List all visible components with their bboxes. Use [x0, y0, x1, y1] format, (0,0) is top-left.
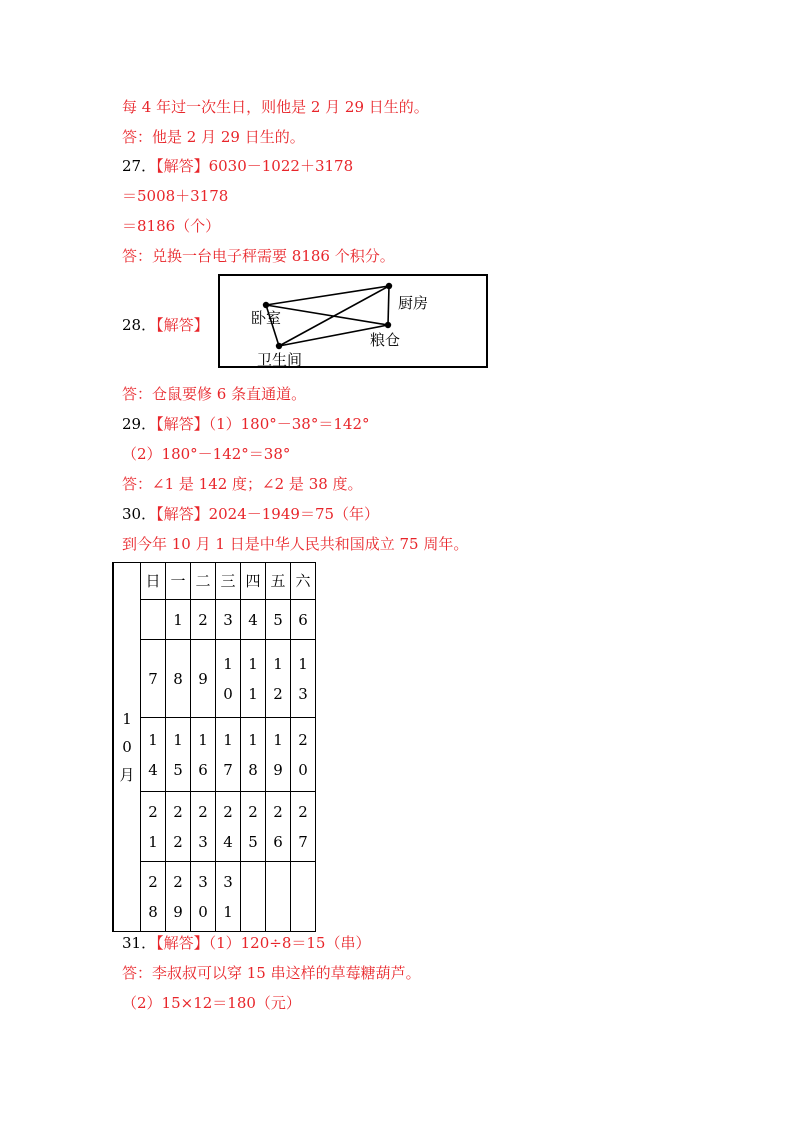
text-line: 答：∠1 是 142 度；∠2 是 38 度。 — [122, 475, 363, 493]
calendar-day-digit: 3 — [198, 832, 208, 851]
weekday-header: 六 — [291, 563, 316, 600]
calendar-day-digit: 1 — [248, 730, 258, 749]
calendar-day-digit: 2 — [173, 872, 183, 891]
calendar-day-cell — [191, 600, 216, 640]
calendar-day-digit: 5 — [273, 610, 283, 629]
question-number: 31． — [122, 934, 157, 952]
calendar-day-digit: 6 — [273, 832, 283, 851]
calendar-empty-cell — [291, 862, 316, 932]
calendar-day-cell — [191, 718, 216, 792]
calendar-day-cell — [216, 862, 241, 932]
calendar-day-digit: 4 — [223, 832, 233, 851]
calendar-day-digit: 9 — [173, 902, 183, 921]
calendar-day-cell — [291, 718, 316, 792]
question-number: 29． — [122, 415, 157, 433]
calendar-day-digit: 1 — [198, 730, 208, 749]
weekday-header: 五 — [266, 563, 291, 600]
calendar-day-cell — [241, 718, 266, 792]
label-bathroom: 卫生间 — [257, 351, 303, 369]
text-line: （2）15×12＝180（元） — [122, 994, 301, 1012]
calendar-empty-cell — [266, 862, 291, 932]
calendar-day-cell — [166, 862, 191, 932]
calendar-day-cell — [216, 792, 241, 862]
edge-kitchen-granary — [388, 286, 389, 325]
calendar-day-digit: 3 — [223, 610, 233, 629]
answer-text: 【解答】（1）120÷8＝15（串） — [156, 934, 371, 952]
question-28 — [122, 315, 209, 335]
calendar-day-cell — [166, 640, 191, 718]
calendar-day-cell — [141, 718, 166, 792]
calendar-day-cell — [141, 792, 166, 862]
label-granary: 粮仓 — [370, 331, 401, 349]
calendar-day-digit: 9 — [273, 760, 283, 779]
weekday-header: 日 — [141, 563, 166, 600]
label-bedroom: 卧室 — [251, 309, 282, 327]
calendar-day-cell — [241, 640, 266, 718]
calendar-day-cell — [266, 600, 291, 640]
answer-text: 【解答】（1）180°－38°＝142° — [156, 415, 370, 433]
calendar-day-digit: 6 — [298, 610, 308, 629]
text-line: 答：李叔叔可以穿 15 串这样的草莓糖葫芦。 — [122, 964, 421, 982]
calendar-day-digit: 7 — [223, 760, 233, 779]
calendar-day-digit: 5 — [248, 832, 258, 851]
calendar-day-digit: 2 — [298, 802, 308, 821]
calendar-day-digit: 8 — [173, 669, 183, 688]
node-granary — [385, 322, 391, 328]
calendar-day-digit: 3 — [298, 684, 308, 703]
calendar-day-cell — [291, 600, 316, 640]
question-number: 30． — [122, 505, 157, 523]
room-diagram — [218, 274, 488, 368]
text-line: 到今年 10 月 1 日是中华人民共和国成立 75 周年。 — [122, 535, 469, 553]
calendar-day-cell — [141, 862, 166, 932]
text-line: 答：兑换一台电子秤需要 8186 个积分。 — [122, 247, 395, 265]
weekday-header: 二 — [191, 563, 216, 600]
calendar-day-digit: 7 — [148, 669, 158, 688]
answer-text: 【解答】2024－1949＝75（年） — [156, 505, 380, 523]
month-label — [113, 563, 141, 932]
calendar-day-cell — [216, 640, 241, 718]
calendar-day-digit: 1 — [248, 684, 258, 703]
calendar-week-row — [113, 640, 316, 718]
calendar-day-cell — [191, 792, 216, 862]
answer-text: 【解答】6030－1022＋3178 — [156, 157, 354, 175]
calendar-day-digit: 1 — [173, 610, 183, 629]
calendar-day-cell — [216, 718, 241, 792]
question-number: 28． — [122, 316, 157, 334]
month-label-char: 1 — [122, 710, 132, 728]
answer-text: 【解答】 — [156, 316, 209, 334]
calendar-day-digit: 9 — [198, 669, 208, 688]
text-line: ＝5008＋3178 — [122, 187, 229, 205]
calendar-day-cell — [291, 792, 316, 862]
calendar-day-cell — [266, 718, 291, 792]
question-31 — [122, 933, 370, 953]
calendar-day-digit: 2 — [198, 610, 208, 629]
calendar-day-digit: 1 — [148, 832, 158, 851]
calendar-day-digit: 6 — [198, 760, 208, 779]
calendar-day-digit: 2 — [223, 802, 233, 821]
calendar-day-cell — [141, 640, 166, 718]
calendar-day-digit: 3 — [223, 872, 233, 891]
calendar-day-digit: 2 — [273, 684, 283, 703]
calendar-empty-cell — [241, 862, 266, 932]
calendar-day-digit: 1 — [273, 654, 283, 673]
calendar-day-digit: 1 — [248, 654, 258, 673]
calendar-day-digit: 1 — [148, 730, 158, 749]
calendar-day-digit: 1 — [273, 730, 283, 749]
calendar-day-cell — [216, 600, 241, 640]
calendar-day-digit: 2 — [248, 802, 258, 821]
weekday-header: 一 — [166, 563, 191, 600]
calendar-day-digit: 0 — [198, 902, 208, 921]
calendar-day-digit: 5 — [173, 760, 183, 779]
calendar-day-digit: 1 — [223, 654, 233, 673]
calendar-day-digit: 3 — [198, 872, 208, 891]
calendar-day-digit: 4 — [148, 760, 158, 779]
calendar-day-digit: 1 — [223, 902, 233, 921]
calendar-day-cell — [166, 718, 191, 792]
calendar-empty-cell — [141, 600, 166, 640]
calendar-day-digit: 2 — [148, 872, 158, 891]
calendar-day-cell — [241, 792, 266, 862]
calendar-day-digit: 1 — [223, 730, 233, 749]
text-line: （2）180°－142°＝38° — [122, 445, 291, 463]
label-kitchen: 厨房 — [398, 294, 429, 312]
calendar-day-cell — [166, 792, 191, 862]
calendar-day-cell — [166, 600, 191, 640]
calendar-day-digit: 8 — [148, 902, 158, 921]
node-bathroom — [276, 343, 282, 349]
calendar-day-digit: 8 — [248, 760, 258, 779]
calendar-week-row — [113, 600, 316, 640]
calendar-day-digit: 7 — [298, 832, 308, 851]
question-29 — [122, 414, 370, 434]
text-line: 每 4 年过一次生日，则他是 2 月 29 日生的。 — [122, 98, 429, 116]
month-label-char: 0 — [122, 738, 132, 756]
calendar-week-row — [113, 862, 316, 932]
node-kitchen — [386, 283, 392, 289]
month-label-char: 月 — [119, 766, 135, 784]
calendar-day-digit: 2 — [273, 802, 283, 821]
weekday-header: 四 — [241, 563, 266, 600]
october-calendar — [112, 562, 316, 932]
calendar-day-digit: 2 — [198, 802, 208, 821]
calendar-day-cell — [191, 640, 216, 718]
calendar-day-digit: 1 — [298, 654, 308, 673]
calendar-day-cell — [191, 862, 216, 932]
calendar-day-digit: 2 — [173, 832, 183, 851]
calendar-day-digit: 4 — [248, 610, 258, 629]
calendar-day-digit: 0 — [298, 760, 308, 779]
text-line: 答：他是 2 月 29 日生的。 — [122, 128, 305, 146]
calendar-week-row — [113, 718, 316, 792]
edge-bedroom-granary — [266, 305, 388, 325]
question-27 — [122, 156, 353, 176]
calendar-day-cell — [266, 792, 291, 862]
calendar-day-cell — [266, 640, 291, 718]
calendar-day-digit: 2 — [148, 802, 158, 821]
calendar-day-digit: 2 — [173, 802, 183, 821]
calendar-day-digit: 0 — [223, 684, 233, 703]
calendar-day-digit: 1 — [173, 730, 183, 749]
question-number: 27． — [122, 157, 157, 175]
calendar-day-digit: 2 — [298, 730, 308, 749]
calendar-day-cell — [241, 600, 266, 640]
text-line: ＝8186（个） — [122, 217, 221, 235]
weekday-header: 三 — [216, 563, 241, 600]
question-30 — [122, 504, 379, 524]
calendar-day-cell — [291, 640, 316, 718]
node-bedroom — [263, 302, 269, 308]
calendar-header-row — [113, 563, 316, 600]
calendar-week-row — [113, 792, 316, 862]
text-line: 答：仓鼠要修 6 条直通道。 — [122, 385, 307, 403]
